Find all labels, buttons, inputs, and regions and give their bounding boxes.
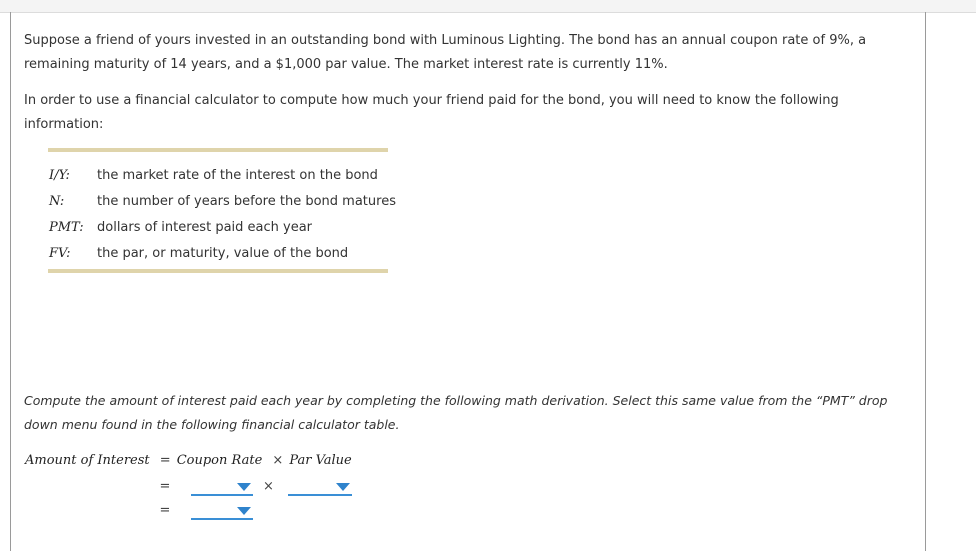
- calculator-intro: In order to use a financial calculator to compute how much your friend paid for the bond, you will need to know the following information:: [24, 93, 839, 132]
- chevron-down-icon: [237, 483, 251, 491]
- equals-sign: =: [159, 503, 171, 518]
- definition-description: dollars of interest paid each year: [97, 220, 313, 235]
- definition-term: FV:: [49, 246, 71, 261]
- interest-formula: [25, 450, 352, 472]
- problem-statement: Suppose a friend of yours invested in an outstanding bond with Luminous Lighting. The bond has an annual coupon rate of 9%, a remaining maturity of 14 years, and a $1,000 par value. The market interest rate is currently 11%.: [24, 33, 867, 72]
- derivation-instruction: Compute the amount of interest paid each year by completing the following math derivation. Select this same value from the “PMT” drop down menu found in the following financial calculator table.: [24, 393, 888, 432]
- times-sign: ×: [263, 479, 274, 494]
- times-sign: ×: [272, 453, 284, 468]
- definitions-table: [48, 148, 396, 273]
- coupon-rate-dropdown[interactable]: [191, 476, 253, 496]
- interest-amount-dropdown[interactable]: [191, 500, 253, 520]
- chevron-down-icon: [237, 507, 251, 515]
- equals-sign: =: [159, 479, 171, 494]
- definition-description: the par, or maturity, value of the bond: [97, 246, 349, 261]
- par-value-dropdown[interactable]: [288, 476, 352, 496]
- definition-term: N:: [49, 194, 65, 209]
- definition-term: I/Y:: [49, 168, 70, 183]
- equals-sign: =: [159, 453, 171, 468]
- formula-par-value: Par Value: [289, 453, 352, 468]
- formula-coupon-rate: Coupon Rate: [176, 453, 263, 468]
- definition-term: PMT:: [49, 220, 84, 235]
- definition-description: the market rate of the interest on the bond: [97, 168, 378, 183]
- chevron-down-icon: [336, 483, 350, 491]
- formula-lhs: Amount of Interest: [25, 453, 150, 468]
- definition-description: the number of years before the bond matures: [97, 194, 396, 209]
